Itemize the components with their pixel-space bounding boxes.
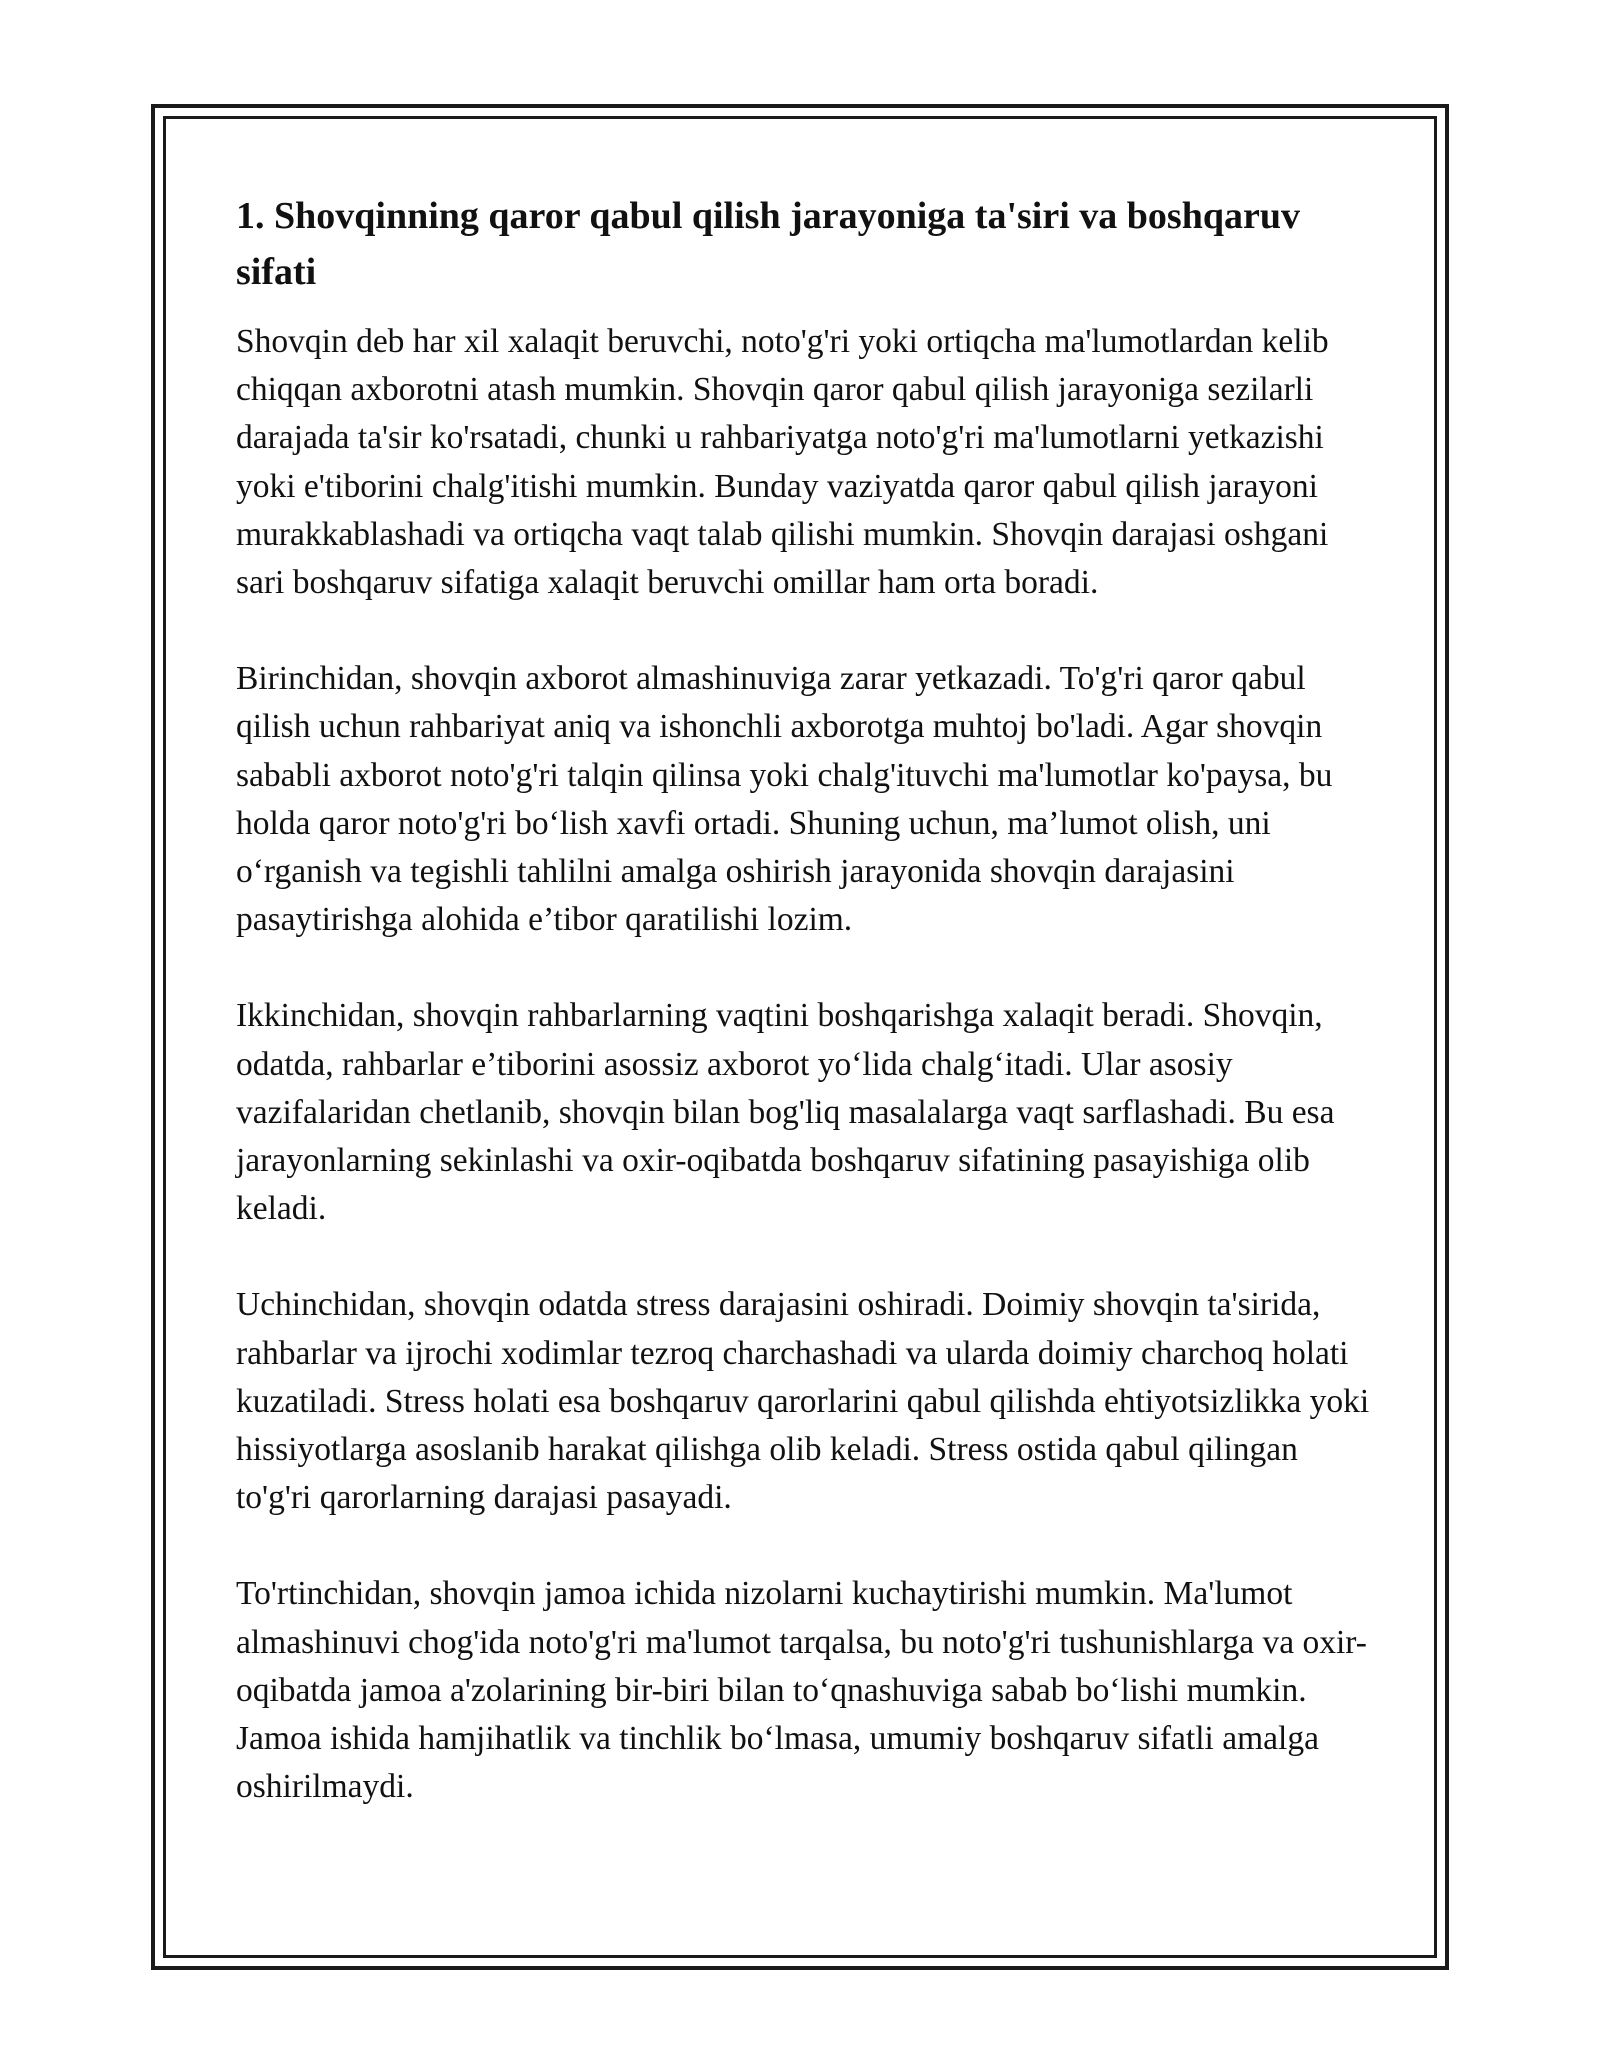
paragraph-fourth: To'rtinchidan, shovqin jamoa ichida nizolarni kuchaytirishi mumkin. Ma'lumot almashinuvi chog'ida noto'g'ri ma'lumot tarqalsa, bu noto'g'ri tushunishlarga va oxir-oqibatda jamoa a'zolarining bir-biri bilan to‘qnashuviga sabab bo‘lishi mumkin. Jamoa ishida hamjihatlik va tinchlik bo‘lmasa, umumiy boshqaruv sifatli amalga oshirilmaydi. bbox=[236, 1575, 1367, 1806]
section-heading: 1. Shovqinning qaror qabul qilish jarayoniga ta'siri va boshqaruv sifati bbox=[236, 195, 1300, 293]
paragraph-third: Uchinchidan, shovqin odatda stress darajasini oshiradi. Doimiy shovqin ta'sirida, rahbarlar va ijrochi xodimlar tezroq charchashadi va ularda doimiy charchoq holati kuzatiladi. Stress holati esa boshqaruv qarorlarini qabul qilishda ehtiyotsizlikka yoki hissiyotlarga asoslanib harakat qilishga olib keladi. Stress ostida qabul qilingan to'g'ri qarorlarning darajasi pasayadi. bbox=[236, 1286, 1370, 1517]
paragraph-second: Ikkinchidan, shovqin rahbarlarning vaqtini boshqarishga xalaqit beradi. Shovqin, odatda, rahbarlar e’tiborini asossiz axborot yo‘lida chalg‘itadi. Ular asosiy vazifalaridan chetlanib, shovqin bilan bog'liq masalalarga vaqt sarflashadi. Bu esa jarayonlarning sekinlashi va oxir-oqibatda boshqaruv sifatining pasayishiga olib keladi. bbox=[236, 997, 1335, 1228]
paragraph-first: Birinchidan, shovqin axborot almashinuviga zarar yetkazadi. To'g'ri qaror qabul qilish uchun rahbariyat aniq va ishonchli axborotga muhtoj bo'ladi. Agar shovqin sababli axborot noto'g'ri talqin qilinsa yoki chalg'ituvchi ma'lumotlar ko'paysa, bu holda qaror noto'g'ri bo‘lish xavfi ortadi. Shuning uchun, ma’lumot olish, uni o‘rganish va tegishli tahlilni amalga oshirish jarayonida shovqin darajasini pasaytirishga alohida e’tibor qaratilishi lozim. bbox=[236, 660, 1333, 939]
paragraph-intro: Shovqin deb har xil xalaqit beruvchi, noto'g'ri yoki ortiqcha ma'lumotlardan kelib chiqqan axborotni atash mumkin. Shovqin qaror qabul qilish jarayoniga sezilarli darajada ta'sir ko'rsatadi, chunki u rahbariyatga noto'g'ri ma'lumotlarni yetkazishi yoki e'tiborini chalg'itishi mumkin. Bunday vaziyatda qaror qabul qilish jarayoni murakkablashadi va ortiqcha vaqt talab qilishi mumkin. Shovqin darajasi oshgani sari boshqaruv sifatiga xalaqit beruvchi omillar ham orta boradi. bbox=[236, 323, 1329, 602]
document-body bbox=[236, 188, 1376, 1811]
